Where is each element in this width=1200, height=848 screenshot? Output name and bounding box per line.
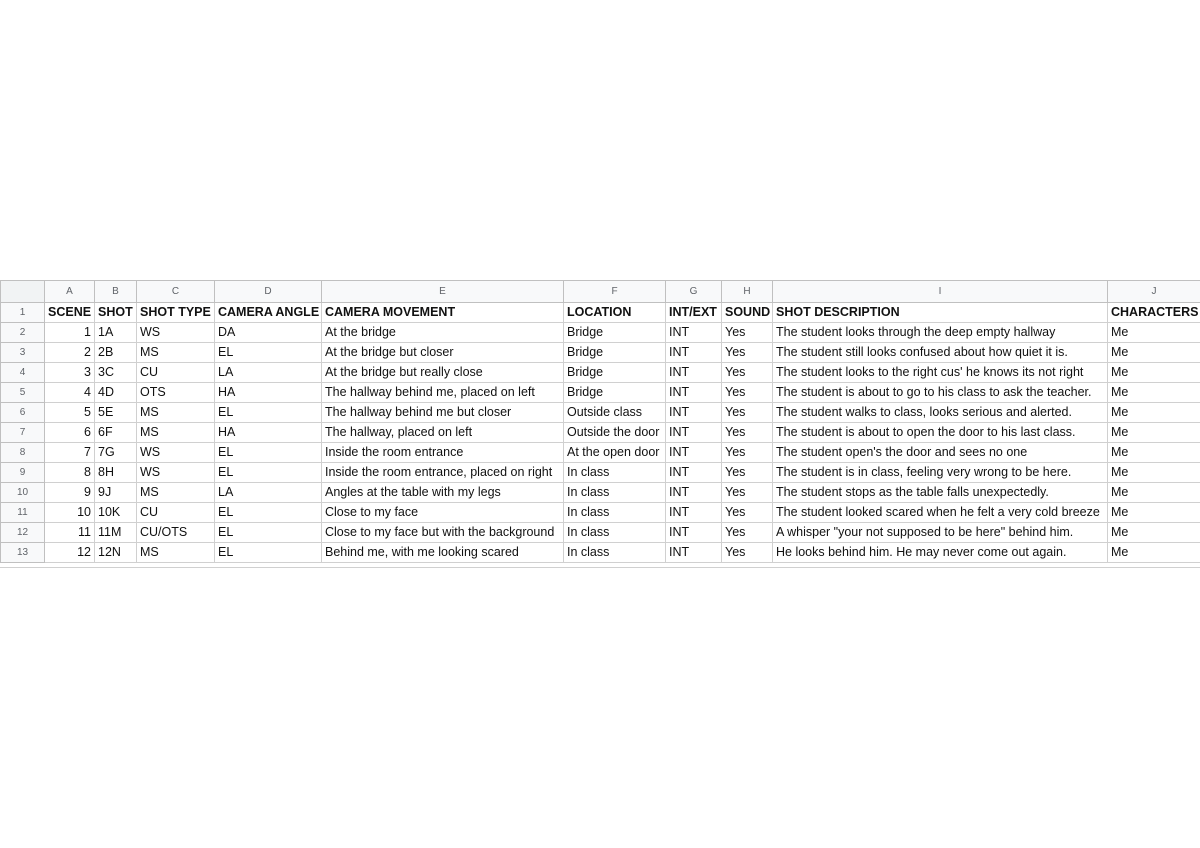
row-number[interactable]: 10 [1, 483, 45, 503]
cell-sound[interactable]: Yes [722, 383, 773, 403]
cell-sound[interactable]: Yes [722, 483, 773, 503]
cell-camera-angle[interactable]: LA [215, 483, 322, 503]
cell-shot-type[interactable]: CU [137, 363, 215, 383]
cell-sound[interactable]: Yes [722, 503, 773, 523]
header-cell-shot[interactable]: SHOT [95, 303, 137, 323]
cell-camera-movement[interactable]: The hallway behind me, placed on left [322, 383, 564, 403]
cell-camera-angle[interactable]: LA [215, 363, 322, 383]
cell-location[interactable]: Bridge [564, 343, 666, 363]
table-row [1, 403, 1200, 423]
cell-shot[interactable]: 11M [95, 523, 137, 543]
cell-shot[interactable]: 2B [95, 343, 137, 363]
cell-camera-movement[interactable]: Angles at the table with my legs [322, 483, 564, 503]
table-row [1, 383, 1200, 403]
cell-location[interactable]: In class [564, 543, 666, 563]
cell-shot[interactable]: 5E [95, 403, 137, 423]
cell-int-ext[interactable]: INT [666, 343, 722, 363]
spreadsheet-grid [0, 280, 1200, 563]
column-header-h[interactable]: H [722, 281, 773, 303]
cell-location[interactable]: In class [564, 483, 666, 503]
cell-location[interactable]: Outside class [564, 403, 666, 423]
header-cell-shot-description[interactable]: SHOT DESCRIPTION [773, 303, 1108, 323]
cell-camera-movement[interactable]: Inside the room entrance, placed on right [322, 463, 564, 483]
header-cell-int-ext[interactable]: INT/EXT [666, 303, 722, 323]
row-number[interactable]: 9 [1, 463, 45, 483]
cell-shot-type[interactable]: WS [137, 323, 215, 343]
cell-sound[interactable]: Yes [722, 543, 773, 563]
row-number[interactable]: 7 [1, 423, 45, 443]
cell-sound[interactable]: Yes [722, 423, 773, 443]
table-row [1, 523, 1200, 543]
cell-camera-angle[interactable]: HA [215, 383, 322, 403]
cell-int-ext[interactable]: INT [666, 383, 722, 403]
grid-bottom-edge [0, 567, 1200, 568]
cell-shot[interactable]: 9J [95, 483, 137, 503]
cell-scene[interactable]: 7 [45, 443, 95, 463]
cell-camera-angle[interactable]: EL [215, 503, 322, 523]
cell-camera-angle[interactable]: DA [215, 323, 322, 343]
cell-int-ext[interactable]: INT [666, 463, 722, 483]
cell-int-ext[interactable]: INT [666, 423, 722, 443]
column-header-row [1, 281, 1200, 303]
sheet-body [1, 303, 1200, 563]
row-number[interactable]: 6 [1, 403, 45, 423]
cell-int-ext[interactable]: INT [666, 543, 722, 563]
cell-shot-type[interactable]: OTS [137, 383, 215, 403]
cell-shot[interactable]: 10K [95, 503, 137, 523]
cell-shot[interactable]: 4D [95, 383, 137, 403]
header-cell-characters[interactable]: CHARACTERS [1108, 303, 1200, 323]
table-row [1, 443, 1200, 463]
cell-shot[interactable]: 3C [95, 363, 137, 383]
row-number[interactable]: 8 [1, 443, 45, 463]
table-row [1, 423, 1200, 443]
row-number[interactable]: 3 [1, 343, 45, 363]
cell-shot[interactable]: 1A [95, 323, 137, 343]
cell-camera-movement[interactable]: Close to my face but with the background [322, 523, 564, 543]
cell-camera-angle[interactable]: EL [215, 403, 322, 423]
cell-camera-movement[interactable]: At the bridge [322, 323, 564, 343]
cell-characters[interactable]: Me [1108, 463, 1200, 483]
table-row [1, 363, 1200, 383]
table-row [1, 483, 1200, 503]
cell-location[interactable]: Bridge [564, 323, 666, 343]
cell-scene[interactable]: 3 [45, 363, 95, 383]
cell-characters[interactable]: Me [1108, 443, 1200, 463]
cell-shot-description[interactable]: The student is in class, feeling very wrong to be here. [773, 463, 1108, 483]
row-number[interactable]: 5 [1, 383, 45, 403]
column-header-c[interactable]: C [137, 281, 215, 303]
cell-shot-description[interactable]: The student still looks confused about how quiet it is. [773, 343, 1108, 363]
row-number[interactable]: 13 [1, 543, 45, 563]
cell-characters[interactable]: Me [1108, 483, 1200, 503]
cell-scene[interactable]: 9 [45, 483, 95, 503]
cell-shot[interactable]: 8H [95, 463, 137, 483]
cell-shot-description[interactable]: The student walks to class, looks serious and alerted. [773, 403, 1108, 423]
cell-shot-description[interactable]: The student open's the door and sees no one [773, 443, 1108, 463]
cell-sound[interactable]: Yes [722, 403, 773, 423]
header-cell-shot-type[interactable]: SHOT TYPE [137, 303, 215, 323]
cell-camera-movement[interactable]: Behind me, with me looking scared [322, 543, 564, 563]
cell-shot-description[interactable]: He looks behind him. He may never come out again. [773, 543, 1108, 563]
cell-int-ext[interactable]: INT [666, 443, 722, 463]
cell-sound[interactable]: Yes [722, 363, 773, 383]
cell-scene[interactable]: 8 [45, 463, 95, 483]
cell-location[interactable]: In class [564, 463, 666, 483]
column-header-i[interactable]: I [773, 281, 1108, 303]
cell-camera-angle[interactable]: EL [215, 543, 322, 563]
cell-characters[interactable]: Me [1108, 543, 1200, 563]
table-row [1, 343, 1200, 363]
cell-scene[interactable]: 2 [45, 343, 95, 363]
cell-sound[interactable]: Yes [722, 443, 773, 463]
cell-characters[interactable]: Me [1108, 323, 1200, 343]
cell-shot[interactable]: 6F [95, 423, 137, 443]
cell-int-ext[interactable]: INT [666, 363, 722, 383]
cell-characters[interactable]: Me [1108, 523, 1200, 543]
cell-sound[interactable]: Yes [722, 463, 773, 483]
cell-shot-type[interactable]: MS [137, 343, 215, 363]
cell-camera-angle[interactable]: EL [215, 443, 322, 463]
column-header-f[interactable]: F [564, 281, 666, 303]
row-number[interactable]: 1 [1, 303, 45, 323]
cell-location[interactable]: Outside the door [564, 423, 666, 443]
cell-shot-type[interactable]: MS [137, 543, 215, 563]
select-all-corner[interactable] [1, 281, 45, 303]
cell-shot-description[interactable]: The student looks to the right cus' he knows its not right [773, 363, 1108, 383]
cell-scene[interactable]: 5 [45, 403, 95, 423]
cell-camera-movement[interactable]: Inside the room entrance [322, 443, 564, 463]
column-header-d[interactable]: D [215, 281, 322, 303]
cell-shot-type[interactable]: WS [137, 463, 215, 483]
cell-scene[interactable]: 1 [45, 323, 95, 343]
cell-sound[interactable]: Yes [722, 523, 773, 543]
cell-shot-description[interactable]: The student looks through the deep empty hallway [773, 323, 1108, 343]
header-cell-scene[interactable]: SCENE [45, 303, 95, 323]
cell-characters[interactable]: Me [1108, 343, 1200, 363]
cell-shot-type[interactable]: CU/OTS [137, 523, 215, 543]
cell-scene[interactable]: 10 [45, 503, 95, 523]
row-number[interactable]: 11 [1, 503, 45, 523]
cell-int-ext[interactable]: INT [666, 523, 722, 543]
cell-camera-angle[interactable]: HA [215, 423, 322, 443]
cell-location[interactable]: Bridge [564, 363, 666, 383]
header-row [1, 303, 1200, 323]
cell-shot-description[interactable]: The student is about to go to his class to ask the teacher. [773, 383, 1108, 403]
cell-shot-type[interactable]: CU [137, 503, 215, 523]
header-cell-camera-angle[interactable]: CAMERA ANGLE [215, 303, 322, 323]
header-cell-sound[interactable]: SOUND [722, 303, 773, 323]
cell-camera-movement[interactable]: At the bridge but closer [322, 343, 564, 363]
cell-characters[interactable]: Me [1108, 423, 1200, 443]
cell-int-ext[interactable]: INT [666, 323, 722, 343]
cell-scene[interactable]: 12 [45, 543, 95, 563]
cell-characters[interactable]: Me [1108, 403, 1200, 423]
cell-camera-movement[interactable]: The hallway behind me but closer [322, 403, 564, 423]
cell-shot-type[interactable]: MS [137, 483, 215, 503]
cell-scene[interactable]: 4 [45, 383, 95, 403]
column-header-g[interactable]: G [666, 281, 722, 303]
column-header-j[interactable]: J [1108, 281, 1200, 303]
cell-shot-type[interactable]: MS [137, 403, 215, 423]
cell-characters[interactable]: Me [1108, 383, 1200, 403]
cell-camera-angle[interactable]: EL [215, 463, 322, 483]
cell-camera-angle[interactable]: EL [215, 523, 322, 543]
cell-scene[interactable]: 11 [45, 523, 95, 543]
cell-location[interactable]: Bridge [564, 383, 666, 403]
cell-shot-description[interactable]: The student stops as the table falls unexpectedly. [773, 483, 1108, 503]
column-header-b[interactable]: B [95, 281, 137, 303]
cell-sound[interactable]: Yes [722, 323, 773, 343]
column-header-a[interactable]: A [45, 281, 95, 303]
row-number[interactable]: 12 [1, 523, 45, 543]
cell-int-ext[interactable]: INT [666, 503, 722, 523]
cell-camera-movement[interactable]: The hallway, placed on left [322, 423, 564, 443]
row-number[interactable]: 4 [1, 363, 45, 383]
table-row [1, 503, 1200, 523]
cell-shot-description[interactable]: A whisper "your not supposed to be here" behind him. [773, 523, 1108, 543]
cell-shot[interactable]: 12N [95, 543, 137, 563]
cell-shot-description[interactable]: The student is about to open the door to his last class. [773, 423, 1108, 443]
table-row [1, 543, 1200, 563]
cell-sound[interactable]: Yes [722, 343, 773, 363]
cell-camera-movement[interactable]: At the bridge but really close [322, 363, 564, 383]
cell-int-ext[interactable]: INT [666, 483, 722, 503]
cell-location[interactable]: In class [564, 503, 666, 523]
cell-camera-angle[interactable]: EL [215, 343, 322, 363]
table-row [1, 463, 1200, 483]
cell-int-ext[interactable]: INT [666, 403, 722, 423]
header-cell-location[interactable]: LOCATION [564, 303, 666, 323]
cell-shot-description[interactable]: The student looked scared when he felt a very cold breeze [773, 503, 1108, 523]
cell-characters[interactable]: Me [1108, 503, 1200, 523]
cell-scene[interactable]: 6 [45, 423, 95, 443]
cell-shot-type[interactable]: WS [137, 443, 215, 463]
table-row [1, 323, 1200, 343]
row-number[interactable]: 2 [1, 323, 45, 343]
cell-location[interactable]: At the open door [564, 443, 666, 463]
cell-characters[interactable]: Me [1108, 363, 1200, 383]
cell-shot-type[interactable]: MS [137, 423, 215, 443]
header-cell-camera-movement[interactable]: CAMERA MOVEMENT [322, 303, 564, 323]
column-header-e[interactable]: E [322, 281, 564, 303]
cell-camera-movement[interactable]: Close to my face [322, 503, 564, 523]
cell-location[interactable]: In class [564, 523, 666, 543]
cell-shot[interactable]: 7G [95, 443, 137, 463]
